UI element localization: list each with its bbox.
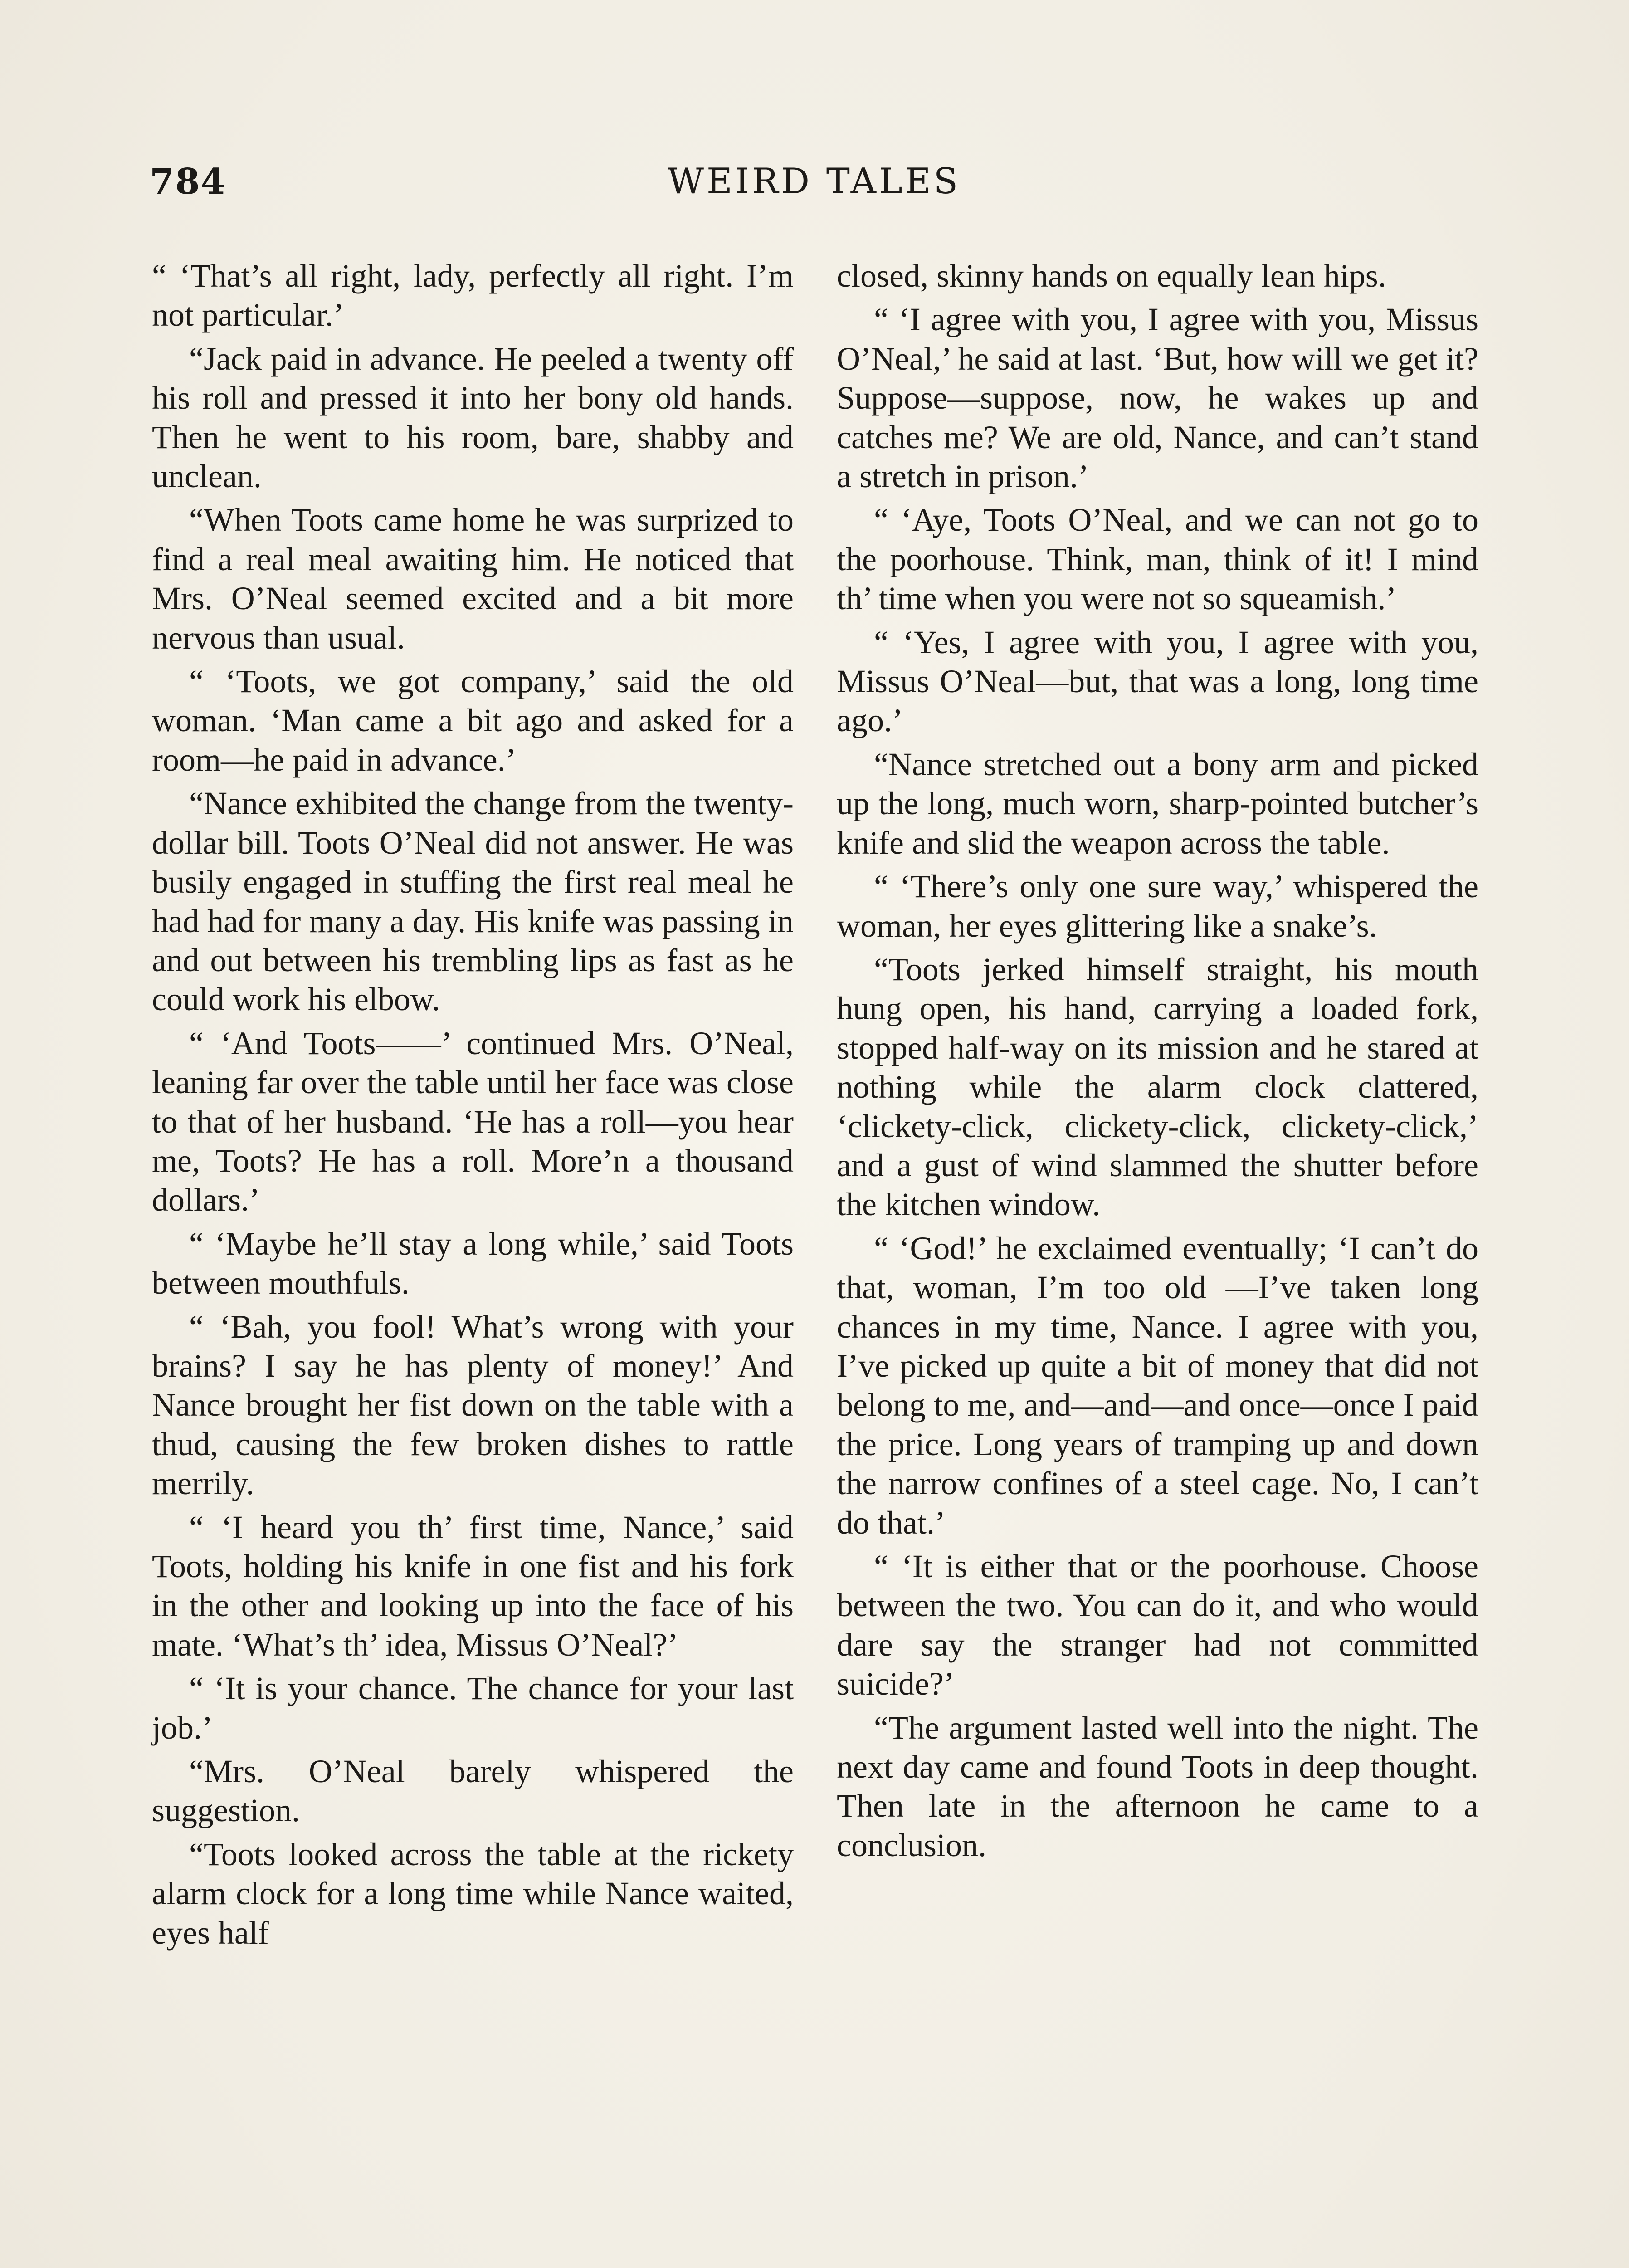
paragraph: “Mrs. O’Neal barely whispered the suggestion. bbox=[152, 1753, 794, 1829]
paragraph: “ ‘Aye, Toots O’Neal, and we can not go to the poorhouse. Think, man, think of it! I mind th’ time when you were not so squeamish.’ bbox=[837, 502, 1478, 617]
paragraph: “Nance stretched out a bony arm and picked up the long, much worn, sharp-pointed butcher’s knife and slid the weapon across the table. bbox=[837, 746, 1478, 861]
paragraph: “ ‘Maybe he’ll stay a long while,’ said Toots between mouthfuls. bbox=[152, 1225, 794, 1301]
running-head: WEIRD TALES bbox=[667, 161, 961, 202]
paragraph: “The argument lasted well into the night. The next day came and found Toots in deep thought. Then late in the afternoon he came to a conclusion. bbox=[837, 1709, 1478, 1863]
left-text-column bbox=[152, 256, 794, 1957]
paragraph: “Nance exhibited the change from the twenty-dollar bill. Toots O’Neal did not answer. He was busily engaged in stuffing the first real meal he had had for many a day. His knife was passing in and out between his trembling lips as fast as he could work his elbow. bbox=[152, 785, 794, 1018]
paragraph: “ ‘That’s all right, lady, perfectly all right. I’m not particular.’ bbox=[152, 258, 794, 333]
paragraph: “ ‘It is your chance. The chance for your last job.’ bbox=[152, 1670, 794, 1746]
paragraph: “Toots jerked himself straight, his mouth hung open, his hand, carrying a loaded fork, stopped half-way on its mission and he stared at nothing while the alarm clock clattered, ‘clickety-click, clickety-click, clickety-click,’ and a gust of wind slammed the shutter before the kitchen window. bbox=[837, 951, 1478, 1223]
paragraph: “ ‘Yes, I agree with you, I agree with you, Missus O’Neal—but, that was a long, long time ago.’ bbox=[837, 624, 1478, 739]
paragraph: “ ‘There’s only one sure way,’ whispered the woman, her eyes glittering like a snake’s. bbox=[837, 868, 1478, 944]
paragraph: “ ‘God!’ he exclaimed eventually; ‘I can’t do that, woman, I’m too old —I’ve taken long chances in my time, Nance. I agree with you, I’ve picked up quite a bit of money that did not belong to me, and—and—and once—once I paid the price. Long years of tramping up and down the narrow confines of a steel cage. No, I can’t do that.’ bbox=[837, 1230, 1478, 1541]
paragraph: “ ‘I heard you th’ first time, Nance,’ said Toots, holding his knife in one fist and his fork in the other and looking up into the face of his mate. ‘What’s th’ idea, Missus O’Neal?’ bbox=[152, 1509, 794, 1663]
paragraph: “ ‘And Toots——’ continued Mrs. O’Neal, leaning far over the table until her face was close to that of her husband. ‘He has a roll—you hear me, Toots? He has a roll. More’n a thousand dollars.’ bbox=[152, 1025, 794, 1218]
paragraph: “When Toots came home he was surprized to find a real meal awaiting him. He noticed that Mrs. O’Neal seemed excited and a bit more nervous than usual. bbox=[152, 502, 794, 656]
paragraph: closed, skinny hands on equally lean hips. bbox=[837, 258, 1386, 294]
paragraph: “ ‘Bah, you fool! What’s wrong with your brains? I say he has plenty of money!’ And Nance brought her fist down on the table with a thud, causing the few broken dishes to rattle merrily. bbox=[152, 1308, 794, 1502]
paragraph: “Toots looked across the table at the rickety alarm clock for a long time while Nance waited, eyes half bbox=[152, 1836, 794, 1951]
page-number: 784 bbox=[150, 161, 226, 202]
paragraph: “ ‘It is either that or the poorhouse. Choose between the two. You can do it, and who would dare say the stranger had not committed suicide?’ bbox=[837, 1548, 1478, 1702]
right-text-column bbox=[837, 256, 1478, 1869]
page-header bbox=[150, 161, 1478, 215]
paragraph: “ ‘Toots, we got company,’ said the old woman. ‘Man came a bit ago and asked for a room—he paid in advance.’ bbox=[152, 663, 794, 778]
paragraph: “Jack paid in advance. He peeled a twenty off his roll and pressed it into her bony old hands. Then he went to his room, bare, shabby and unclean. bbox=[152, 340, 794, 495]
paragraph: “ ‘I agree with you, I agree with you, Missus O’Neal,’ he said at last. ‘But, how will we get it? Suppose—suppose, now, he wakes up and catches me? We are old, Nance, and can’t stand a stretch in prison.’ bbox=[837, 301, 1478, 495]
